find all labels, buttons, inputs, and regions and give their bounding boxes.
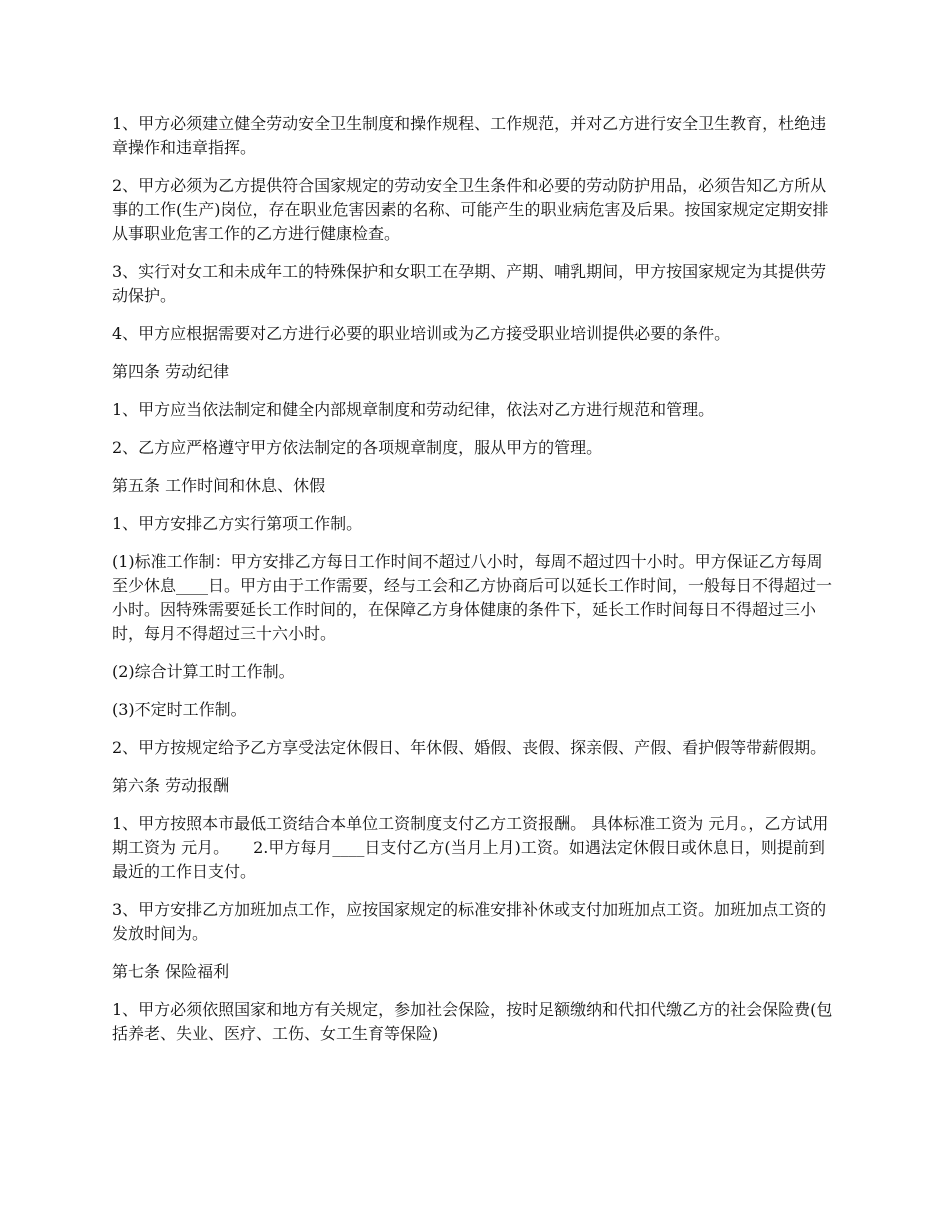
clause-paragraph: 1、甲方按照本市最低工资结合本单位工资制度支付乙方工资报酬。 具体标准工资为 元月。，乙方试用期工资为 元月。 2.甲方每月____日支付乙方(当月上月)工资。如遇法定休假日或休息日，则提前到最近的工作日支付。 <box>112 814 829 881</box>
clause-paragraph: (1)标准工作制：甲方安排乙方每日工作时间不超过八小时，每周不超过四十小时。甲方保证乙方每周至少休息____日。甲方由于工作需要，经与工会和乙方协商后可以延长工作时间，一般每日不得超过一小时。因特殊需要延长工作时间的，在保障乙方身体健康的条件下，延长工作时间每日不得超过三小时，每月不得超过三十六小时。 <box>112 552 833 643</box>
clause-paragraph: 1、甲方必须建立健全劳动安全卫生制度和操作规程、工作规范，并对乙方进行安全卫生教育，杜绝违章操作和违章指挥。 <box>112 114 827 157</box>
article-heading: 第五条 工作时间和休息、休假 <box>112 476 326 495</box>
clause-paragraph: 1、甲方必须依照国家和地方有关规定，参加社会保险，按时足额缴纳和代扣代缴乙方的社会保险费(包括养老、失业、医疗、工伤、女工生育等保险) <box>112 1000 833 1043</box>
clause-paragraph: 2、甲方必须为乙方提供符合国家规定的劳动安全卫生条件和必要的劳动防护用品，必须告知乙方所从事的工作(生产)岗位，存在职业危害因素的名称、可能产生的职业病危害及后果。按国家规定定期安排从事职业危害工作的乙方进行健康检查。 <box>112 176 829 243</box>
clause-paragraph: 1、甲方应当依法制定和健全内部规章制度和劳动纪律，依法对乙方进行规范和管理。 <box>112 400 715 419</box>
clause-paragraph: 2、乙方应严格遵守甲方依法制定的各项规章制度，服从甲方的管理。 <box>112 438 603 457</box>
article-heading: 第四条 劳动纪律 <box>112 362 230 381</box>
document-body <box>112 112 834 1060</box>
article-heading: 第六条 劳动报酬 <box>112 776 230 795</box>
clause-paragraph: 4、甲方应根据需要对乙方进行必要的职业培训或为乙方接受职业培训提供必要的条件。 <box>112 324 731 343</box>
clause-paragraph: 3、实行对女工和未成年工的特殊保护和女职工在孕期、产期、哺乳期间，甲方按国家规定为其提供劳动保护。 <box>112 262 827 305</box>
clause-paragraph: (3)不定时工作制。 <box>112 700 247 719</box>
clause-paragraph: 1、甲方安排乙方实行第项工作制。 <box>112 514 363 533</box>
article-heading: 第七条 保险福利 <box>112 962 230 981</box>
clause-paragraph: 3、甲方安排乙方加班加点工作，应按国家规定的标准安排补休或支付加班加点工资。加班加点工资的发放时间为。 <box>112 900 827 943</box>
clause-paragraph: 2、甲方按规定给予乙方享受法定休假日、年休假、婚假、丧假、探亲假、产假、看护假等带薪假期。 <box>112 738 827 757</box>
clause-paragraph: (2)综合计算工时工作制。 <box>112 662 295 681</box>
